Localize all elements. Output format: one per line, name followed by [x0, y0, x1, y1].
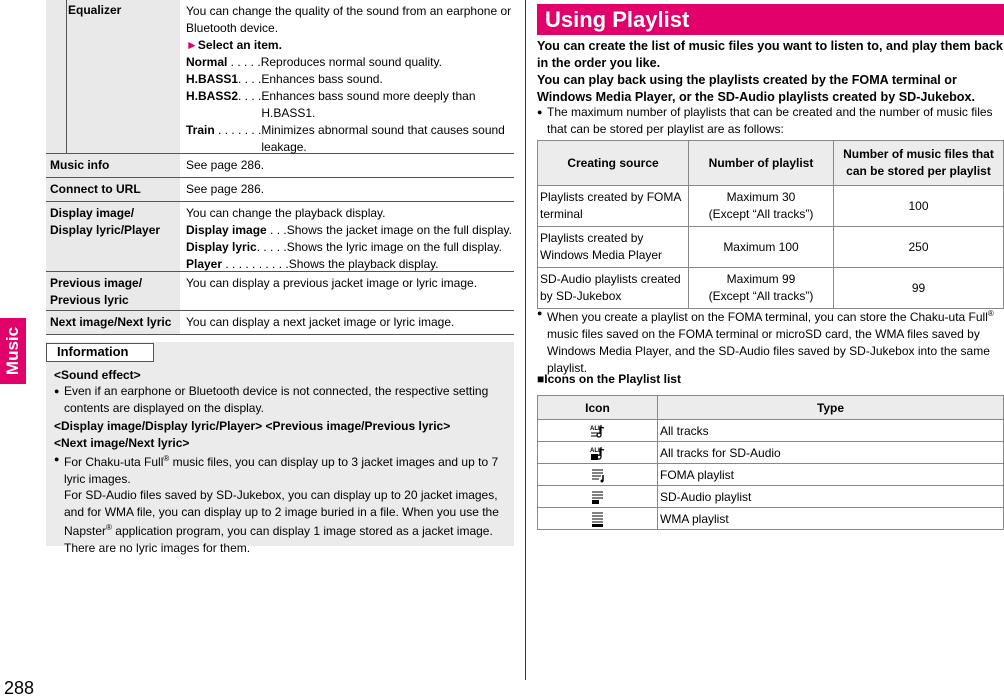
intro-text: You can create the list of music files you want to listen to, and play them back in the order you like. You can play back using the playlists created by the FOMA terminal or Windows Media Player, or the SD-Audio playlists created by SD-Jukebox.: [537, 39, 1003, 104]
table-row: SD-Audio playlists created by SD-Jukebox Maximum 99 (Except “All tracks”) 99: [538, 268, 1004, 309]
note-max: ● The maximum number of playlists that can be created and the number of music files that can be stored per playlist are as follows:: [537, 104, 1004, 137]
eq-option-train: Train . . . . . . . Minimizes abnormal sound that causes sound leakage.: [186, 123, 505, 154]
display-image-row: Display image/ Display lyric/Player You can change the playback display. Display image . . . Shows the jacket image on the full display. Display lyric. . . . . Shows the lyric image on the full display. Player . . . . . . . . . . Shows the playback display.: [46, 202, 514, 272]
table-row: Playlists created by Windows Media Player Maximum 100 250: [538, 227, 1004, 268]
all-tracks-sd-icon: [589, 445, 607, 461]
eq-option-normal: Normal . . . . . Reproduces normal sound quality.: [186, 55, 442, 69]
table-row: SD-Audio playlist: [538, 486, 1004, 508]
playlist-limits-table: Creating source Number of playlist Number of music files that can be stored per playlist Playlists created by FOMA terminal Maximum 30 (Except “All tracks”) 100 Playlists created by Windows Media Player Maximum 100 250 SD-Audio playlists created by SD-Jukebox Maximum 99 (Except “All tracks”) 99: [537, 140, 1004, 309]
page-number: 288: [4, 678, 35, 698]
section-title: Using Playlist: [537, 4, 1004, 35]
connect-url-row: Connect to URL See page 286.: [46, 178, 514, 202]
section-tab: Music: [0, 318, 26, 384]
display-option-player: Player . . . . . . . . . . Shows the playback display.: [186, 257, 439, 271]
information-label: Information: [46, 343, 154, 362]
equalizer-select: ►Select an item.: [186, 38, 282, 52]
equalizer-row: [46, 0, 514, 154]
note-store: ● When you create a playlist on the FOMA terminal, you can store the Chaku-uta Full® music files saved on the FOMA terminal or microSD card, the WMA files saved by Windows Media Player, and the SD-Audio files saved by SD-Jukebox into the same playlist.: [537, 305, 1004, 377]
table-row: Playlists created by FOMA terminal Maximum 30 (Except “All tracks”) 100: [538, 186, 1004, 227]
svg-text:ALL: ALL: [589, 447, 602, 454]
eq-option-hbass1: H.BASS1. . . . Enhances bass sound.: [186, 72, 383, 86]
information-box: Information <Sound effect> ● Even if an earphone or Bluetooth device is not connected, the respective setting contents are displayed on the display. <Display image/Display lyric/Player> <Previous image/Previous lyric> <Next image/Next lyric> ● For Chaku-uta Full® music files, you can display up to 3 jacket images and up to 7 lyric images. For SD-Audio files saved by SD-Jukebox, you can display up to 20 jacket images, and for WMA file, you can display up to 2 image buried in a file. When you use the Napster® application program, you can display 1 image stored as a jacket image. There are no lyric images for them.: [46, 342, 514, 546]
music-info-row: Music info See page 286.: [46, 154, 514, 178]
icons-heading: ■Icons on the Playlist list: [537, 372, 681, 386]
equalizer-label: Equalizer: [68, 3, 122, 17]
foma-playlist-icon: [589, 467, 607, 483]
next-image-row: Next image/Next lyric You can display a next jacket image or lyric image.: [46, 311, 514, 335]
svg-text:ALL: ALL: [589, 425, 602, 432]
table-row: FOMA playlist: [538, 464, 1004, 486]
wma-playlist-icon: [589, 511, 607, 527]
settings-table: [46, 0, 514, 335]
display-option-lyric: Display lyric. . . . . Shows the lyric image on the full display.: [186, 240, 502, 254]
table-row: WMA playlist: [538, 508, 1004, 530]
table-row: ALL All tracks for SD-Audio: [538, 442, 1004, 464]
all-tracks-icon: [589, 423, 607, 439]
display-option-image: Display image . . . Shows the jacket image on the full display.: [186, 223, 512, 237]
table-row: ALL All tracks: [538, 420, 1004, 442]
eq-option-hbass2: H.BASS2. . . . Enhances bass sound more deeply than H.BASS1.: [186, 89, 476, 120]
previous-image-row: Previous image/ Previous lyric You can display a previous jacket image or lyric image.: [46, 272, 514, 311]
icon-table: Icon Type ALL All tracks ALL All tracks for SD-Audio FOMA playlist SD-Audio playlist WMA playlist: [537, 395, 1004, 530]
column-divider: [525, 0, 526, 680]
sd-playlist-icon: [589, 489, 607, 505]
equalizer-desc: You can change the quality of the sound from an earphone or Bluetooth device.: [186, 4, 512, 35]
